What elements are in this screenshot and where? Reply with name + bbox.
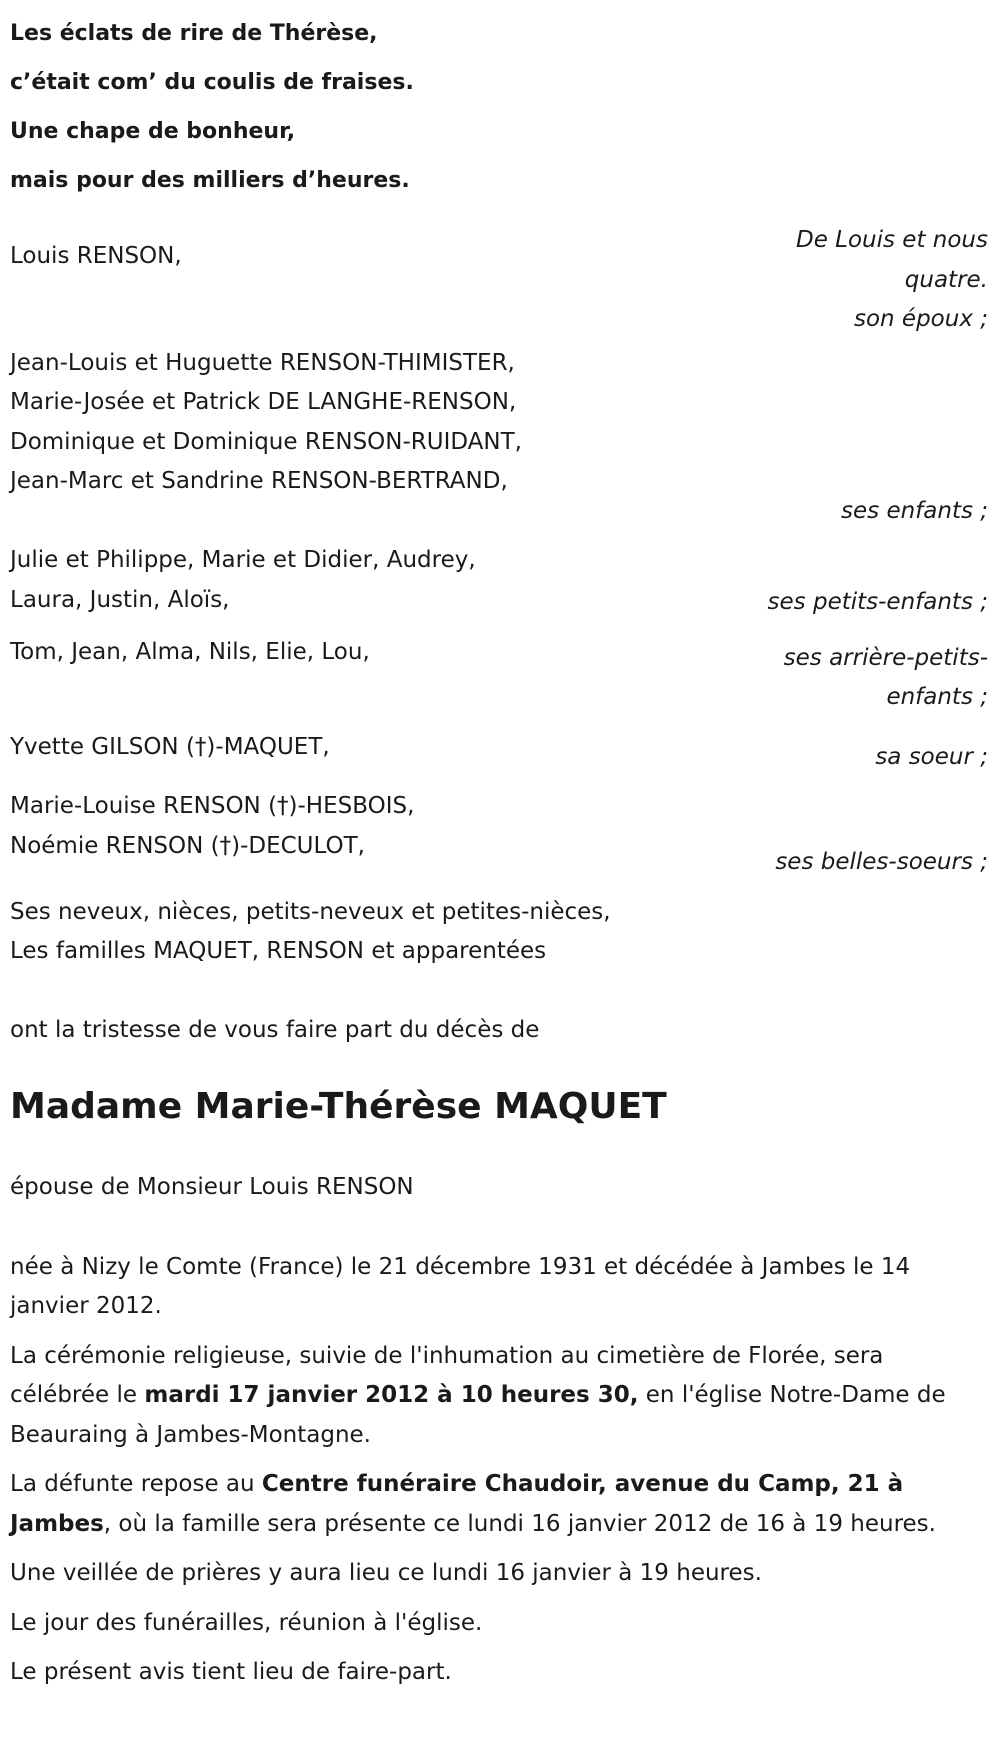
family-names [10, 787, 775, 866]
ceremony-location: en l'église Notre-Dame de Beauraing à Jambes-Montagne. [10, 1382, 946, 1448]
family-name-line: Jean-Marc et Sandrine RENSON-BERTRAND, [10, 468, 508, 494]
family-name-line: Julie et Philippe, Marie et Didier, Audrey, [10, 547, 476, 573]
family-relation [778, 221, 988, 340]
family-names [10, 541, 768, 620]
poem-line: Les éclats de rire de Thérèse, [10, 21, 378, 46]
ceremony-datetime: mardi 17 janvier 2012 à 10 heures 30, [144, 1382, 639, 1408]
repose-visiting-hours: , où la famille sera présente ce lundi 16 janvier 2012 de 16 à 19 heures. [103, 1510, 936, 1537]
poem-line: c’était com’ du coulis de fraises. [10, 70, 414, 95]
relation-label: sa soeur ; [875, 743, 988, 770]
relation-label: son époux ; [853, 306, 988, 332]
relation-note: De Louis et nous quatre. [795, 227, 988, 293]
ceremony-paragraph [10, 1337, 988, 1456]
family-name-line: Marie-Josée et Patrick DE LANGHE-RENSON, [10, 389, 517, 415]
family-name-line: Laura, Justin, Aloïs, [10, 586, 230, 613]
poem-line: mais pour des milliers d’heures. [10, 168, 410, 193]
family-row-spouse [10, 221, 988, 340]
family-names [10, 344, 841, 502]
poem-line: Une chape de bonheur, [10, 119, 296, 144]
poem [10, 0, 988, 205]
relation-label: ses belles-soeurs ; [775, 849, 988, 875]
family-name-line: Tom, Jean, Alma, Nils, Elie, Lou, [10, 638, 370, 665]
family-name-line: Les familles MAQUET, RENSON et apparentées [10, 938, 547, 964]
notice-paragraph: Le présent avis tient lieu de faire-part. [10, 1659, 452, 1685]
repose-location: Centre funéraire Chaudoir, avenue du Camp, 21 à Jambes [10, 1471, 904, 1537]
relation-label: ses enfants ; [841, 497, 988, 524]
family-list [10, 221, 988, 972]
family-row-grandchildren [10, 541, 988, 623]
family-row-sister [10, 728, 988, 778]
ceremony-text: La cérémonie religieuse, suivie de l'inhumation au cimetière de Florée, sera célébrée le [10, 1342, 884, 1408]
birth-death-paragraph: née à Nizy le Comte (France) le 21 décembre 1931 et décédée à Jambes le 14 janvier 2012. [10, 1253, 911, 1319]
family-name-line: Marie-Louise RENSON (†)-HESBOIS, [10, 793, 415, 819]
repose-paragraph [10, 1465, 988, 1544]
family-names [10, 221, 778, 277]
family-names [10, 893, 988, 972]
announcement: ont la tristesse de vous faire part du décès de [10, 1016, 540, 1043]
spouse-of: épouse de Monsieur Louis RENSON [10, 1174, 414, 1200]
family-names [10, 633, 748, 673]
family-name-line: Jean-Louis et Huguette RENSON-THIMISTER, [10, 349, 515, 376]
family-name-line: Noémie RENSON (†)-DECULOT, [10, 832, 365, 859]
family-row-sisters-in-law [10, 787, 988, 883]
family-row-others [10, 893, 988, 972]
vigil-paragraph: Une veillée de prières y aura lieu ce lundi 16 janvier à 19 heures. [10, 1560, 762, 1586]
family-name-line: Ses neveux, nièces, petits-neveux et petites-nièces, [10, 898, 611, 925]
relation-label: ses petits-enfants ; [767, 589, 988, 615]
family-names [10, 728, 875, 768]
repose-text: La défunte repose au [10, 1471, 262, 1497]
family-row-children [10, 344, 988, 532]
funeral-meeting-paragraph: Le jour des funérailles, réunion à l'église. [10, 1609, 483, 1636]
deceased-name: Madame Marie-Thérèse MAQUET [10, 1086, 667, 1127]
family-name-line: Louis RENSON, [10, 243, 182, 269]
relation-label: ses arrière-petits-enfants ; [783, 644, 988, 710]
family-name-line: Dominique et Dominique RENSON-RUIDANT, [10, 428, 522, 455]
family-name-line: Yvette GILSON (†)-MAQUET, [10, 733, 330, 760]
family-row-great-grandchildren [10, 633, 988, 718]
